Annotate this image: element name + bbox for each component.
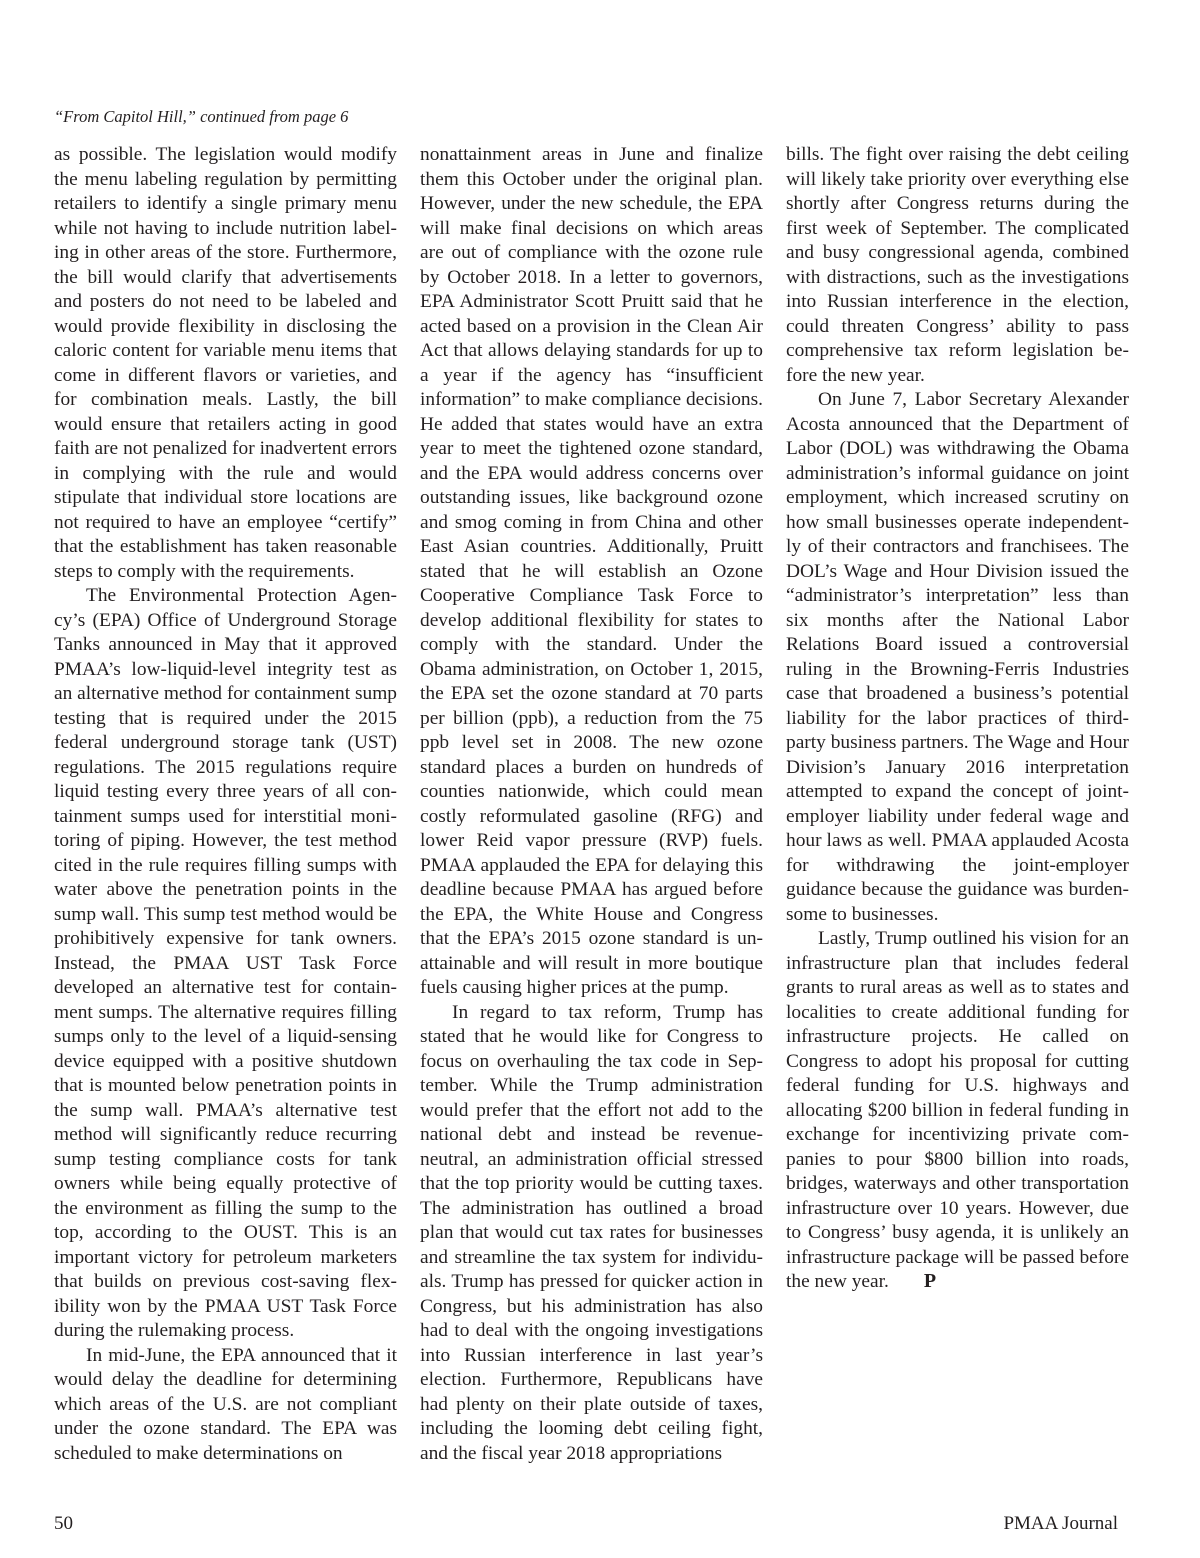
paragraph-text: Lastly, Trump outlined his vision for an infrastructure plan that includes federal grants to rural areas as well as to states and localities to create additional funding for infrastructure projects. He called on Congress to adopt his proposal for cutting federal funding for U.S. highways and allocating $200 billion in federal funding in exchange for incentivizing private companies to pour $800 billion into roads, bridges, waterways and other transportation infrastructure over 10 years. However, due to Congress’ busy agenda, it is unlikely an infrastructure package will be passed before the new year.	[786, 928, 1129, 1292]
paragraph: bills. The fight over raising the debt ceiling will likely take priority over everything else shortly after Congress returns during the first week of September. The complicated and busy congressional agenda, combined with distractions, such as the investigations into Russian interference in the election, could threaten Congress’ ability to pass comprehensive tax reform legislation before the new year.	[786, 144, 1129, 386]
page-number: 50	[54, 1513, 73, 1534]
paragraph: nonattainment areas in June and finalize them this October under the original plan. However, under the new schedule, the EPA will make final decisions on which areas are out of compliance with the ozone rule by October 2018. In a letter to governors, EPA Administrator Scott Pruitt said that he acted based on a provision in the Clean Air Act that allows delaying standards for up to a year if the agency has “insufficient information” to make compliance decisions. He added that states would have an extra year to meet the tightened ozone standard, and the EPA would address concerns over outstanding issues, like background ozone and smog coming in from China and other East Asian countries. Additionally, Pruitt stated that he will establish an Ozone Cooperative Compliance Task Force to develop additional flexibility for states to comply with the standard. Under the Obama administration, on October 1, 2015, the EPA set the ozone standard at 70 parts per billion (ppb), a reduction from the 75 ppb level set in 2008. The new ozone standard places a burden on hundreds of counties nationwide, which could mean costly reformulated gasoline (RFG) and lower Reid vapor pressure (RVP) fuels. PMAA applauded the EPA for delaying this deadline because PMAA has argued before the EPA, the White House and Congress that the EPA’s 2015 ozone standard is unattainable and will result in more boutique fuels causing higher prices at the pump.	[420, 144, 764, 998]
paragraph: In mid-June, the EPA announced that it would delay the deadline for determining which areas of the U.S. are not compliant under the ozone standard. The EPA was scheduled to make determinations on	[54, 1344, 397, 1464]
publication-name: PMAA Journal	[1003, 1513, 1118, 1534]
article-column-2	[420, 143, 763, 1466]
paragraph: On June 7, Labor Secretary Alexander Acosta announced that the Department of Labor (DOL) was withdrawing the Obama administration’s informal guidance on joint employment, which increased scrutiny on how small businesses operate independently of their contractors and franchisees. The DOL’s Wage and Hour Division issued the “administrator’s interpretation” less than six months after the National Labor Relations Board issued a controversial ruling in the Browning-Ferris Industries case that broadened a business’s potential liability for the labor practices of third-party business partners. The Wage and Hour Division’s January 2016 interpretation attempted to expand the concept of joint-employer liability under federal wage and hour laws as well. PMAA applauded Acosta for withdrawing the joint-employer guidance because the guidance was burdensome to businesses.	[786, 389, 1129, 925]
article-column-3	[786, 143, 1129, 1295]
paragraph: In regard to tax reform, Trump has stated that he would like for Congress to focus on overhauling the tax code in September. While the Trump administration would prefer that the effort not add to the national debt and instead be revenue-neutral, an administration official stressed that the top priority would be cutting taxes. The administration has outlined a broad plan that would cut tax rates for businesses and streamline the tax system for individuals. Trump has pressed for quicker action in Congress, but his administration has also had to deal with the ongoing investigations into Russian interference in last year’s election. Furthermore, Republicans have had plenty on their plate outside of taxes, including the looming debt ceiling fight, and the fiscal year 2018 appropriations	[420, 1001, 763, 1464]
paragraph: The Environmental Protection Agency’s (EPA) Office of Underground Storage Tanks announced in May that it approved PMAA’s low-liquid-level integrity test as an alternative method for containment sump testing that is required under the 2015 federal underground storage tank (UST) regulations. The 2015 regulations require liquid testing every three years of all containment sumps used for interstitial monitoring of piping. However, the test method cited in the rule requires filling sumps with water above the penetration points in the sump wall. This sump test method would be prohibitively expensive for tank owners. Instead, the PMAA UST Task Force developed an alternative test for containment sumps. The alternative requires filling sumps only to the level of a liquid-sensing device equipped with a positive shutdown that is mounted below penetration points in the sump wall. PMAA’s alternative test method will significantly reduce recurring sump testing compliance costs for tank owners while being equally protective of the environment as filling the sump to the top, according to the OUST. This is an important victory for petroleum marketers that builds on previous cost-saving flexibility won by the PMAA UST Task Force during the rulemaking process.	[54, 585, 398, 1341]
end-of-article-mark-icon: P	[923, 1270, 937, 1292]
paragraph: as possible. The legislation would modify the menu labeling regulation by permitting retailers to identify a single primary menu while not having to include nutrition labeling in other areas of the store. Furthermore, the bill would clarify that advertisements and posters do not need to be labeled and would provide flexibility in disclosing the caloric content for variable menu items that come in different flavors or varieties, and for combination meals. Lastly, the bill would ensure that retailers acting in good faith are not penalized for inadvertent errors in complying with the rule and would stipulate that individual store locations are not required to have an employee “certify” that the establishment has taken reasonable steps to comply with the requirements.	[54, 144, 397, 582]
continued-from-note: “From Capitol Hill,” continued from page 6	[54, 107, 349, 126]
paragraph	[786, 927, 1129, 1295]
article-column-1	[54, 143, 397, 1466]
